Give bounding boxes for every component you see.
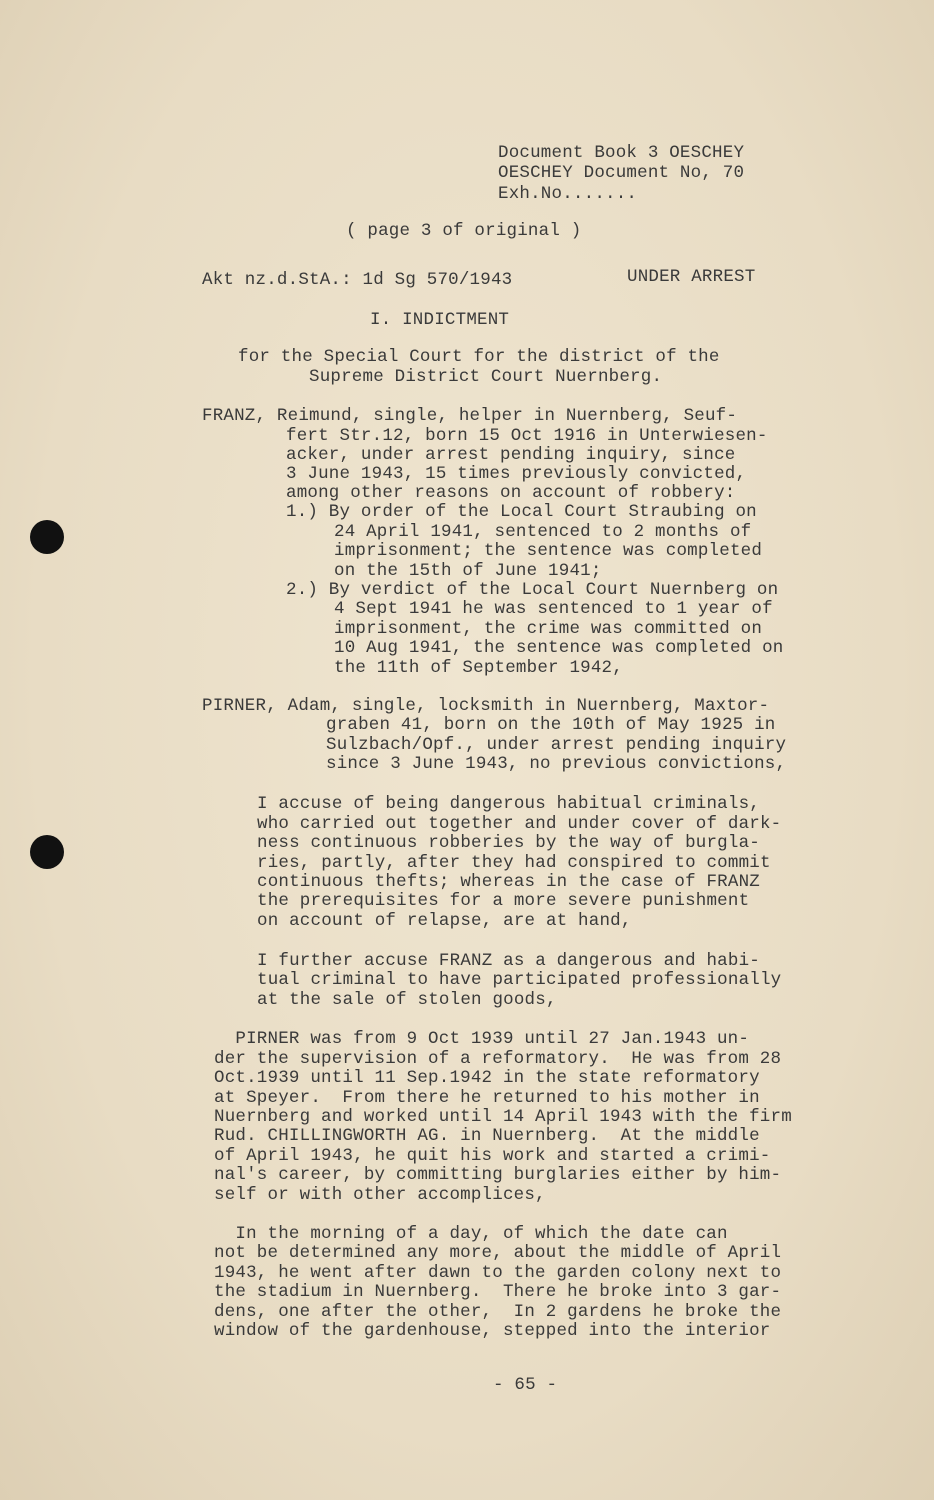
defendant-line: graben 41, born on the 10th of May 1925 in: [326, 715, 776, 735]
accusation-line: I accuse of being dangerous habitual criminals,: [257, 794, 760, 814]
defendant-line: since 3 June 1943, no previous convictions,: [326, 754, 787, 774]
paragraph-line: der the supervision of a reformatory. He was from 28: [214, 1049, 782, 1069]
defendant-line: among other reasons on account of robbery:: [286, 483, 736, 503]
paragraph-line: Nuernberg and worked until 14 April 1943 with the firm: [214, 1107, 792, 1127]
defendant-line: 3 June 1943, 15 times previously convicted,: [286, 464, 747, 484]
conviction-line: 4 Sept 1941 he was sentenced to 1 year of: [334, 599, 773, 619]
paragraph-line: of April 1943, he quit his work and started a crimi-: [214, 1146, 771, 1166]
accusation-line: on account of relapse, are at hand,: [257, 911, 632, 931]
paragraph-line: nal's career, by committing burglaries either by him-: [214, 1165, 782, 1185]
accusation-line: continuous thefts; whereas in the case of FRANZ: [257, 872, 760, 892]
header-document-number: OESCHEY Document No, 70: [498, 163, 745, 183]
conviction-line: imprisonment, the crime was committed on: [334, 619, 763, 639]
header-exhibit-number: Exh.No.......: [498, 184, 638, 204]
punch-hole: [30, 835, 64, 869]
defendant-line: Sulzbach/Opf., under arrest pending inquiry: [326, 735, 787, 755]
paragraph-line: not be determined any more, about the middle of April: [214, 1243, 782, 1263]
status-label: UNDER ARREST: [627, 267, 756, 287]
defendant-pirner: PIRNER, Adam, single, locksmith in Nuernberg, Maxtor-: [202, 696, 770, 716]
paragraph-line: PIRNER was from 9 Oct 1939 until 27 Jan.1943 un-: [214, 1029, 750, 1049]
further-accusation-line: I further accuse FRANZ as a dangerous and habi-: [257, 951, 760, 971]
paragraph-line: Oct.1939 until 11 Sep.1942 in the state reformatory: [214, 1068, 760, 1088]
defendant-line: acker, under arrest pending inquiry, since: [286, 445, 736, 465]
conviction-item-1: 1.) By order of the Local Court Straubing on: [286, 502, 757, 522]
conviction-line: the 11th of September 1942,: [334, 658, 623, 678]
header-document-book: Document Book 3 OESCHEY: [498, 143, 745, 163]
conviction-line: 10 Aug 1941, the sentence was completed on: [334, 638, 784, 658]
section-title: I. INDICTMENT: [370, 310, 510, 330]
file-reference: Akt nz.d.StA.: 1d Sg 570/1943: [202, 270, 513, 290]
accusation-line: the prerequisites for a more severe punishment: [257, 891, 750, 911]
paragraph-line: self or with other accomplices,: [214, 1185, 546, 1205]
accusation-line: ness continuous robberies by the way of burgla-: [257, 833, 760, 853]
paragraph-line: at Speyer. From there he returned to his mother in: [214, 1088, 760, 1108]
paragraph-line: In the morning of a day, of which the date can: [214, 1224, 728, 1244]
paragraph-line: dens, one after the other, In 2 gardens he broke the: [214, 1302, 782, 1322]
paragraph-line: the stadium in Nuernberg. There he broke into 3 gar-: [214, 1282, 782, 1302]
paragraph-line: Rud. CHILLINGWORTH AG. in Nuernberg. At the middle: [214, 1126, 760, 1146]
conviction-line: 24 April 1941, sentenced to 2 months of: [334, 522, 752, 542]
conviction-line: on the 15th of June 1941;: [334, 561, 602, 581]
page-number: - 65 -: [493, 1375, 558, 1395]
court-line: Supreme District Court Nuernberg.: [309, 367, 663, 387]
paragraph-line: window of the gardenhouse, stepped into the interior: [214, 1321, 771, 1341]
accusation-line: who carried out together and under cover of dark-: [257, 814, 782, 834]
page-note: ( page 3 of original ): [346, 221, 582, 241]
defendant-line: fert Str.12, born 15 Oct 1916 in Unterwiesen-: [286, 426, 768, 446]
further-accusation-line: at the sale of stolen goods,: [257, 990, 557, 1010]
defendant-franz: FRANZ, Reimund, single, helper in Nuernberg, Seuf-: [202, 406, 738, 426]
further-accusation-line: tual criminal to have participated professionally: [257, 970, 782, 990]
punch-hole: [30, 520, 64, 554]
conviction-item-2: 2.) By verdict of the Local Court Nuernberg on: [286, 580, 779, 600]
court-line: for the Special Court for the district of the: [238, 347, 720, 367]
accusation-line: ries, partly, after they had conspired to commit: [257, 853, 771, 873]
paragraph-line: 1943, he went after dawn to the garden colony next to: [214, 1263, 782, 1283]
conviction-line: imprisonment; the sentence was completed: [334, 541, 763, 561]
